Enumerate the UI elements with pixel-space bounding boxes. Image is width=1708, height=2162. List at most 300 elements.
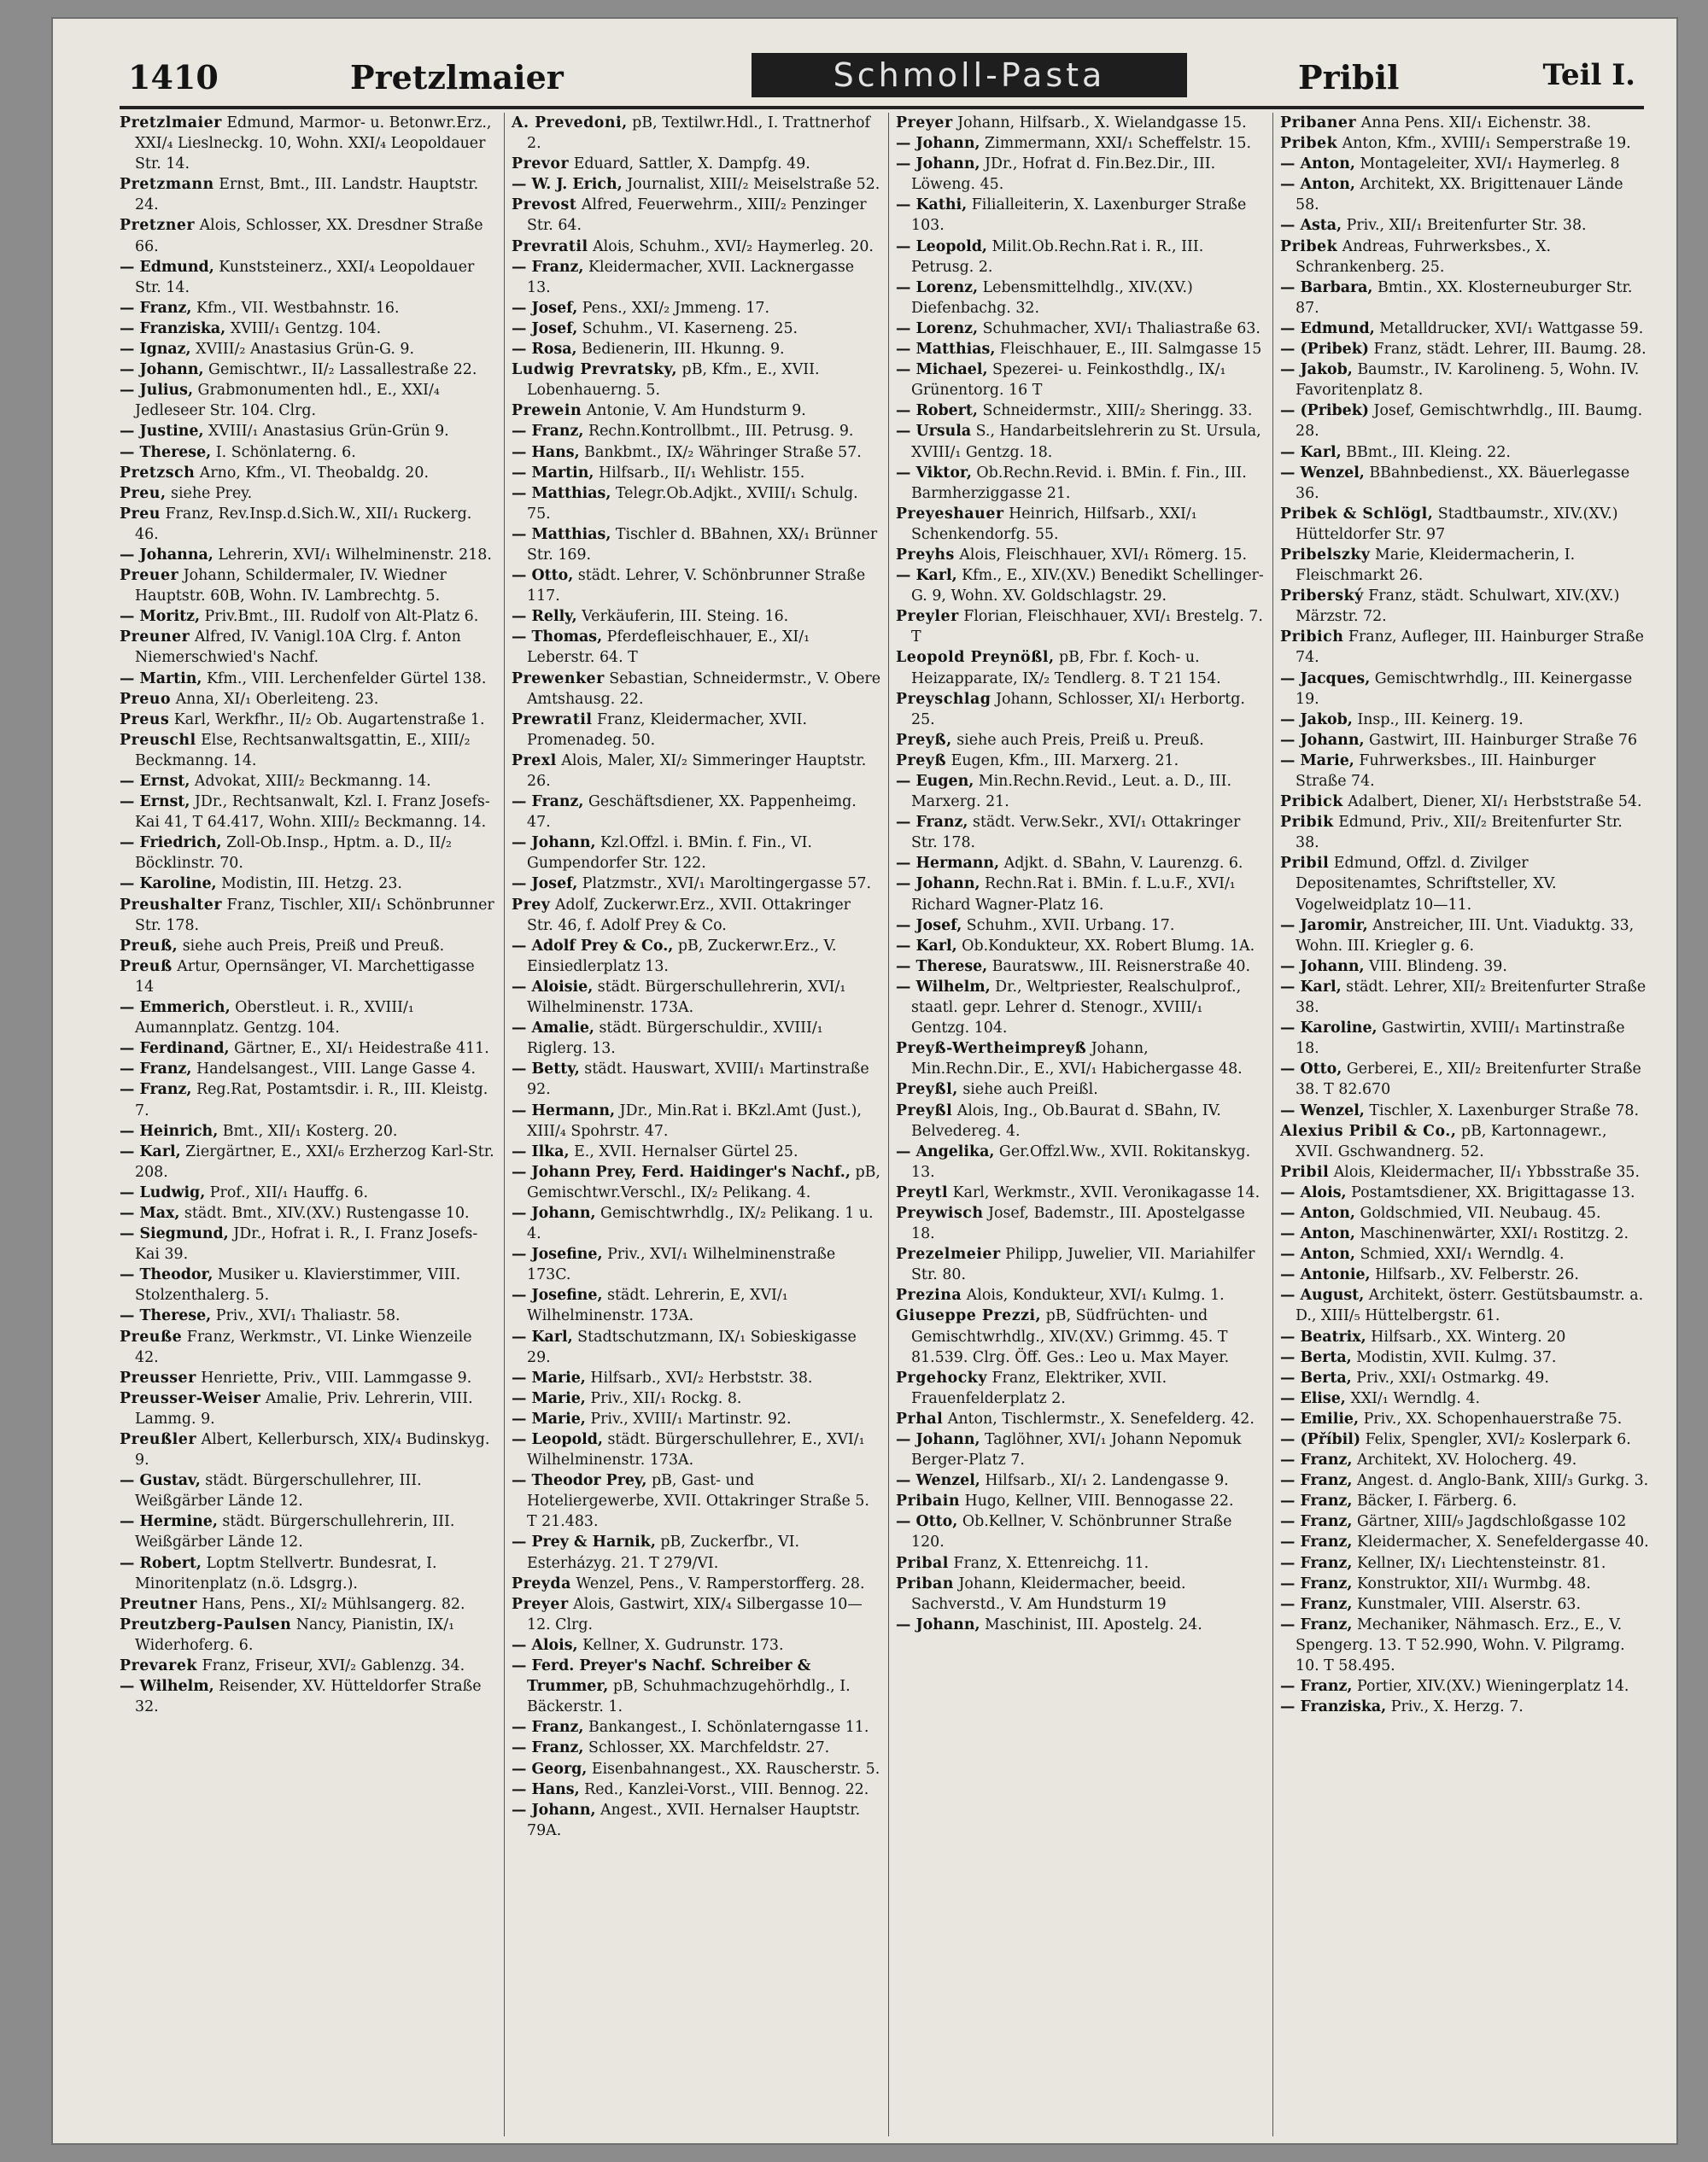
- entry-name: — Franz,: [1280, 1595, 1353, 1613]
- entry-details: Bmt., XII/₁ Kosterg. 20.: [218, 1122, 398, 1140]
- entry-details: Gärtner, E., XI/₁ Heidestraße 411.: [229, 1040, 489, 1058]
- entry-name: — Franz,: [120, 1061, 192, 1078]
- entry-details: Oberstleut. i. R., XVIII/₁ Aumannplatz. Gentzg. 104.: [135, 999, 414, 1037]
- directory-entry: [896, 113, 1265, 133]
- entry-details: Ernst, Bmt., III. Landstr. Hauptstr. 24.: [135, 176, 479, 214]
- entry-name: Preusser: [120, 1369, 196, 1387]
- entry-details: Bäcker, I. Färberg. 6.: [1352, 1493, 1518, 1510]
- entry-details: siehe auch Preis, Preiß und Preuß.: [178, 937, 445, 955]
- entry-details: Bmtin., XX. Klosterneuburger Str. 87.: [1296, 278, 1633, 317]
- entry-name: — Franz,: [1280, 1493, 1353, 1510]
- directory-entry: [1280, 215, 1649, 236]
- entry-name: — Ignaz,: [120, 341, 191, 359]
- entry-name: — Moritz,: [120, 608, 201, 626]
- directory-entry: [120, 1656, 495, 1676]
- entry-details: Kellner, IX/₁ Liechtensteinstr. 81.: [1352, 1554, 1606, 1572]
- entry-name: — Johann,: [512, 1204, 596, 1222]
- directory-entry: [120, 956, 495, 997]
- entry-details: Schlosser, XX. Marchfeldstr. 27.: [583, 1739, 830, 1757]
- entry-details: Journalist, XIII/₂ Meiselstraße 52.: [622, 176, 880, 194]
- entry-name: — Otto,: [512, 567, 574, 585]
- entry-details: Franz, Friseur, XVI/₂ Gablenzg. 34.: [196, 1657, 465, 1675]
- directory-entry: [1280, 339, 1649, 359]
- entry-name: Preyßl: [896, 1101, 953, 1119]
- directory-entry: [1280, 359, 1649, 400]
- entry-details: städt. Hauswart, XVIII/₁ Martinstraße 92.: [527, 1061, 869, 1099]
- entry-details: Anna, XI/₁ Oberleiteng. 23.: [171, 690, 379, 708]
- entry-details: Kfm., VII. Westbahnstr. 16.: [191, 299, 400, 317]
- directory-entry: [512, 318, 880, 339]
- entry-name: — Johann,: [896, 135, 980, 153]
- entry-name: — Leopold,: [896, 237, 987, 255]
- directory-entry: [1280, 1594, 1649, 1615]
- directory-entry: [1280, 1347, 1649, 1368]
- entry-details: Prof., XII/₁ Hauffg. 6.: [205, 1183, 369, 1201]
- directory-entry: [512, 833, 880, 874]
- entry-name: Preyeshauer: [896, 505, 1004, 523]
- entry-details: S., Handarbeitslehrerin zu St. Ursula, XVIII/₁ Gentzg. 18.: [911, 423, 1261, 461]
- directory-entry: [896, 1553, 1265, 1574]
- entry-details: Josef, Gemischtwrhdlg., III. Baumg. 28.: [1296, 402, 1643, 441]
- entry-details: Zimmermann, XXI/₁ Scheffelstr. 15.: [980, 135, 1251, 153]
- entry-name: — Wilhelm,: [896, 978, 991, 996]
- directory-entry: [512, 359, 880, 400]
- directory-entry: [1280, 278, 1649, 318]
- entry-name: A. Prevedoni,: [512, 114, 628, 131]
- entry-details: Min.Rechn.Revid., Leut. a. D., III. Marxerg. 21.: [911, 773, 1232, 811]
- directory-entry: [896, 400, 1265, 421]
- entry-details: Alois, Gastwirt, XIX/₄ Silbergasse 10—12. Clrg.: [527, 1595, 863, 1633]
- entry-name: Preu: [120, 505, 161, 523]
- entry-name: Priberský: [1280, 587, 1364, 605]
- entry-name: Leopold Preynößl,: [896, 649, 1055, 667]
- directory-entry: [120, 1203, 495, 1224]
- directory-entry: [896, 339, 1265, 359]
- entry-name: — Marie,: [512, 1389, 586, 1407]
- entry-details: XVIII/₁ Gentzg. 104.: [225, 319, 382, 337]
- entry-name: — August,: [1280, 1287, 1365, 1305]
- entry-name: Pribil: [1280, 1163, 1330, 1181]
- entry-name: — Anton,: [1280, 1225, 1355, 1243]
- entry-name: Prexl: [512, 751, 557, 769]
- entry-name: — Justine,: [120, 423, 204, 441]
- entry-details: pB, Kartonnagewr., XVII. Gschwandnerg. 52.: [1296, 1122, 1607, 1160]
- entry-details: Sebastian, Schneidermstr., V. Obere Amtshausg. 22.: [527, 669, 880, 708]
- entry-name: — Friedrich,: [120, 834, 222, 852]
- entry-details: XVIII/₁ Anastasius Grün-Grün 9.: [203, 423, 449, 441]
- directory-entry: [120, 895, 495, 936]
- entry-name: — Karl,: [896, 937, 957, 955]
- column-1: [120, 113, 495, 2136]
- entry-name: — Leopold,: [512, 1431, 603, 1448]
- entry-name: — Angelika,: [896, 1142, 995, 1160]
- directory-entry: [896, 1574, 1265, 1615]
- entry-name: — Karl,: [896, 567, 957, 585]
- directory-entry: [896, 359, 1265, 400]
- directory-entry: [1280, 1388, 1649, 1409]
- entry-name: — Max,: [120, 1204, 180, 1222]
- directory-entry: [1280, 1511, 1649, 1532]
- entry-details: Alois, Fleischhauer, XVI/₁ Römerg. 15.: [954, 546, 1248, 564]
- entry-details: Filialleiterin, X. Laxenburger Straße 103.: [911, 196, 1247, 235]
- entry-details: städt. Bürgerschullehrerin, XVI/₁ Wilhelminenstr. 173A.: [527, 978, 846, 1017]
- entry-details: Albert, Kellerbursch, XIX/₄ Budinskyg. 9.: [135, 1431, 490, 1470]
- entry-details: Kunststeinerz., XXI/₄ Leopoldauer Str. 14.: [135, 258, 475, 296]
- entry-name: — (Pribek): [1280, 341, 1370, 359]
- entry-name: — Michael,: [896, 361, 988, 379]
- entry-name: — Franziska,: [120, 319, 226, 337]
- entry-name: — Marie,: [512, 1410, 586, 1428]
- directory-entry: [1280, 545, 1649, 586]
- entry-details: Lehrerin, XVI/₁ Wilhelminenstr. 218.: [213, 546, 492, 564]
- entry-details: Pferdefleischhauer, E., XI/₁ Leberstr. 64. T: [527, 628, 810, 667]
- entry-details: Hans, Pens., XI/₂ Mühlsangerg. 82.: [196, 1595, 465, 1613]
- entry-name: — Wenzel,: [1280, 464, 1365, 482]
- entry-details: Gemischtwrhdlg., IX/₂ Pelikang. 1 u. 4.: [527, 1204, 874, 1243]
- directory-entry: [896, 504, 1265, 545]
- directory-entry: [512, 195, 880, 236]
- entry-details: Edmund, Marmor- u. Betonwr.Erz., XXI/₄ Lieslneckg. 10, Wohn. XXI/₄ Leopoldauer Str. 14.: [135, 114, 492, 173]
- entry-details: Franz, Elektriker, XVII. Frauenfelderplatz 2.: [911, 1369, 1167, 1407]
- directory-entry: [120, 463, 495, 483]
- directory-entry: [1280, 154, 1649, 174]
- entry-details: Franz, X. Ettenreichg. 11.: [948, 1554, 1149, 1572]
- directory-entry: [120, 1142, 495, 1183]
- directory-entry: [512, 421, 880, 441]
- directory-entry: [512, 627, 880, 668]
- entry-details: städt. Bürgerschullehrerin, III. Weißgärber Lände 12.: [135, 1513, 455, 1551]
- entry-details: Priv., XII/₁ Breitenfurter Str. 38.: [1342, 217, 1587, 235]
- entry-name: — Johann,: [120, 361, 204, 379]
- entry-name: — Viktor,: [896, 464, 972, 482]
- directory-entry: [512, 1101, 880, 1142]
- entry-name: — Antonie,: [1280, 1266, 1371, 1284]
- directory-entry: [1280, 792, 1649, 812]
- directory-entry: [120, 545, 495, 565]
- entry-details: I. Schönlaterng. 6.: [211, 443, 356, 461]
- entry-details: Kunstmaler, VIII. Alserstr. 63.: [1352, 1595, 1582, 1613]
- directory-entry: [896, 421, 1265, 462]
- entry-details: Franz, städt. Schulwart, XIV.(XV.) Märzstr. 72.: [1296, 587, 1620, 626]
- directory-entry: [1280, 1532, 1649, 1552]
- entry-details: pB, Fbr. f. Koch- u. Heizapparate, IX/₂ Tendlerg. 8. T 21 154.: [911, 649, 1221, 687]
- entry-name: — Aloisie,: [512, 978, 594, 996]
- directory-entry: [1280, 237, 1649, 278]
- directory-entry: [512, 1717, 880, 1738]
- entry-name: — Josefine,: [512, 1246, 603, 1264]
- entry-name: — Thomas,: [512, 628, 603, 646]
- entry-details: Schmied, XXI/₁ Werndlg. 4.: [1354, 1246, 1565, 1264]
- entry-name: — Franz,: [1280, 1452, 1353, 1470]
- directory-entry: [896, 237, 1265, 278]
- entry-name: — Jakob,: [1280, 710, 1353, 728]
- directory-entry: [120, 1038, 495, 1059]
- entry-name: — Marie,: [512, 1369, 586, 1387]
- directory-entry: [120, 359, 495, 380]
- entry-name: Pretzmann: [120, 176, 214, 194]
- entry-details: Architekt, XV. Holocherg. 49.: [1352, 1452, 1577, 1470]
- entry-details: Eugen, Kfm., III. Marxerg. 21.: [946, 751, 1179, 769]
- entry-name: — Karl,: [1280, 978, 1342, 996]
- entry-name: Pribelszky: [1280, 546, 1371, 564]
- entry-name: — Edmund,: [1280, 319, 1375, 337]
- entry-name: Alexius Pribil & Co.,: [1280, 1122, 1457, 1140]
- entry-details: Florian, Fleischhauer, XVI/₁ Brestelg. 7. T: [911, 608, 1263, 646]
- entry-name: — Josefine,: [512, 1287, 603, 1305]
- entry-name: — Franz,: [1280, 1575, 1353, 1592]
- entry-details: Bankbmt., IX/₂ Währinger Straße 57.: [579, 443, 862, 461]
- entry-details: Tischler d. BBahnen, XX/₁ Brünner Str. 169.: [527, 525, 878, 564]
- entry-details: Priv., X. Herzg. 7.: [1386, 1698, 1524, 1716]
- entry-details: Hilfsarb., II/₁ Wehlistr. 155.: [594, 464, 805, 482]
- entry-name: — Anton,: [1280, 176, 1355, 194]
- directory-entry: [1280, 1574, 1649, 1594]
- entry-name: — Karoline,: [1280, 1020, 1378, 1037]
- directory-entry: [1280, 174, 1649, 215]
- entry-details: Hugo, Kellner, VIII. Bennogasse 22.: [960, 1493, 1234, 1510]
- entry-details: Lebensmittelhdlg., XIV.(XV.) Diefenbachg. 32.: [911, 278, 1193, 317]
- entry-name: — Jacques,: [1280, 669, 1371, 687]
- entry-details: Heinrich, Hilfsarb., XXI/₁ Schenkendorfg. 55.: [911, 505, 1197, 543]
- directory-entry: [1280, 977, 1649, 1018]
- directory-entry: [512, 1470, 880, 1532]
- directory-entry: [1280, 1018, 1649, 1059]
- entry-details: Kleidermacher, X. Senefeldergasse 40.: [1352, 1534, 1649, 1551]
- entry-name: — Ludwig,: [120, 1183, 206, 1201]
- column-4: [1272, 113, 1649, 2136]
- entry-details: städt. Lehrer, V. Schönbrunner Straße 117.: [527, 567, 866, 605]
- entry-name: — Otto,: [1280, 1061, 1342, 1078]
- directory-entry: [1280, 915, 1649, 956]
- entry-name: Preyß,: [896, 731, 952, 749]
- entry-details: Kzl.Offzl. i. BMin. f. Fin., VI. Gumpendorfer Str. 122.: [527, 834, 812, 873]
- directory-entry: [512, 710, 880, 751]
- directory-entry: [896, 936, 1265, 956]
- entry-name: Preusser-Weiser: [120, 1389, 261, 1407]
- entry-name: Preyßl,: [896, 1081, 958, 1099]
- entry-name: — Hermann,: [512, 1101, 616, 1119]
- entry-name: — Prey & Harnik,: [512, 1534, 656, 1551]
- entry-details: Edmund, Priv., XII/₂ Breitenfurter Str. 38.: [1296, 814, 1623, 852]
- directory-entry: [512, 895, 880, 936]
- header-last-entry: Pribil: [1298, 58, 1400, 96]
- entry-details: Alois, Ing., Ob.Baurat d. SBahn, IV. Belvedereg. 4.: [911, 1101, 1221, 1140]
- entry-name: — Ernst,: [120, 793, 190, 811]
- entry-details: Rechn.Rat i. BMin. f. L.u.F., XVI/₁ Richard Wagner-Platz 16.: [911, 875, 1236, 914]
- directory-entry: [896, 195, 1265, 236]
- entry-details: Franz, Aufleger, III. Hainburger Straße 74.: [1296, 628, 1644, 667]
- directory-entry: [896, 730, 1265, 751]
- entry-details: Mechaniker, Nähmasch. Erz., E., V. Spengerg. 13. T 52.990, Wohn. V. Pilgramg. 10. T 58.495.: [1296, 1616, 1625, 1675]
- directory-entry: [512, 1203, 880, 1244]
- directory-entry: [896, 1306, 1265, 1367]
- directory-entry: [896, 318, 1265, 339]
- directory-entry: [896, 915, 1265, 936]
- entry-name: — Franz,: [512, 1719, 584, 1737]
- entry-name: — Otto,: [896, 1513, 958, 1531]
- entry-details: Andreas, Fuhrwerksbes., X. Schrankenberg. 25.: [1296, 237, 1552, 276]
- entry-name: — Franz,: [120, 1081, 192, 1099]
- entry-name: Prewenker: [512, 669, 605, 687]
- entry-details: Nancy, Pianistin, IX/₁ Widerhoferg. 6.: [135, 1616, 455, 1654]
- entry-name: — Berta,: [1280, 1348, 1352, 1366]
- entry-details: JDr., Hofrat i. R., I. Franz Josefs-Kai 39.: [135, 1225, 478, 1264]
- entry-details: XXI/₁ Werndlg. 4.: [1345, 1389, 1481, 1407]
- entry-details: Gemischtwrhdlg., III. Keinergasse 19.: [1296, 669, 1633, 708]
- entry-details: Ziergärtner, E., XXI/₆ Erzherzog Karl-Str. 208.: [135, 1142, 494, 1181]
- entry-details: Reisender, XV. Hütteldorfer Straße 32.: [135, 1678, 482, 1716]
- directory-entry: [120, 936, 495, 956]
- entry-name: — Johann,: [512, 834, 596, 852]
- directory-entry: [1280, 586, 1649, 627]
- entry-name: — Asta,: [1280, 217, 1342, 235]
- entry-name: — Ferd. Preyer's Nachf. Schreiber & Trummer,: [512, 1657, 811, 1696]
- directory-entry: [512, 1738, 880, 1758]
- directory-entry: [512, 792, 880, 833]
- entry-details: Johann, Schlosser, XI/₁ Herbortg. 25.: [911, 690, 1245, 728]
- directory-entry: [512, 1285, 880, 1326]
- entry-name: — Robert,: [896, 402, 978, 420]
- entry-details: Schuhm., VI. Kaserneng. 25.: [577, 319, 798, 337]
- entry-name: Pribich: [1280, 628, 1344, 646]
- entry-details: Anstreicher, III. Unt. Viaduktg. 33, Wohn. III. Kriegler g. 6.: [1296, 916, 1635, 955]
- entry-name: Pribain: [896, 1493, 961, 1510]
- directory-entry: [512, 298, 880, 318]
- directory-entry: [896, 977, 1265, 1038]
- entry-details: Fuhrwerksbes., III. Hainburger Straße 74.: [1296, 751, 1596, 790]
- entry-details: Reg.Rat, Postamtsdir. i. R., III. Kleistg. 7.: [135, 1081, 488, 1119]
- directory-entry: [120, 710, 495, 730]
- entry-details: Alfred, IV. Vanigl.10A Clrg. f. Anton Niemerschwied's Nachf.: [135, 628, 461, 667]
- entry-details: pB, Kfm., E., XVII. Lobenhauerng. 5.: [527, 361, 820, 400]
- directory-entry: [1280, 113, 1649, 133]
- directory-entry: [512, 1409, 880, 1429]
- entry-name: — Heinrich,: [120, 1122, 219, 1140]
- entry-details: Priv., XXI/₁ Ostmarkg. 49.: [1351, 1369, 1549, 1387]
- entry-details: Priv., XVIII/₁ Martinstr. 92.: [585, 1410, 792, 1428]
- entry-name: — Therese,: [896, 957, 988, 975]
- directory-entry: [1280, 1265, 1649, 1285]
- directory-entry: [120, 504, 495, 545]
- entry-details: Eduard, Sattler, X. Dampfg. 49.: [569, 155, 810, 173]
- entry-details: Anton, Kfm., XVIII/₁ Semperstraße 19.: [1337, 135, 1631, 153]
- entry-name: — Matthias,: [512, 484, 611, 502]
- directory-entry: [896, 1368, 1265, 1409]
- directory-entry: [120, 257, 495, 298]
- entry-name: — Hermine,: [120, 1513, 218, 1531]
- directory-entry: [1280, 1429, 1649, 1450]
- entry-name: Preuße: [120, 1328, 183, 1346]
- entry-name: — Siegmund,: [120, 1225, 229, 1243]
- entry-name: Prevor: [512, 155, 570, 173]
- entry-details: BBmt., III. Kleing. 22.: [1341, 443, 1511, 461]
- entry-details: Taglöhner, XVI/₁ Johann Nepomuk Berger-Platz 7.: [911, 1431, 1242, 1470]
- entry-details: Angest. d. Anglo-Bank, XIII/₃ Gurkg. 3.: [1352, 1472, 1649, 1490]
- directory-entry: [896, 812, 1265, 853]
- directory-entry: [896, 1203, 1265, 1244]
- directory-entry: [120, 1306, 495, 1326]
- entry-details: VIII. Blindeng. 39.: [1364, 957, 1507, 975]
- directory-entry: [896, 606, 1265, 647]
- entry-name: — Adolf Prey & Co.,: [512, 937, 674, 955]
- directory-entry: [512, 154, 880, 174]
- entry-details: Zoll-Ob.Insp., Hptm. a. D., II/₂ Böcklinstr. 70.: [135, 834, 452, 873]
- directory-entry: [120, 689, 495, 710]
- entry-name: — Beatrix,: [1280, 1328, 1366, 1346]
- entry-name: — Gustav,: [120, 1472, 201, 1490]
- directory-entry: [120, 1121, 495, 1142]
- directory-entry: [1280, 812, 1649, 853]
- entry-name: — Hermann,: [896, 855, 1000, 873]
- directory-entry: [120, 1511, 495, 1552]
- entry-name: — Johann,: [896, 875, 980, 893]
- volume-part: Teil I.: [1542, 58, 1635, 92]
- directory-entry: [120, 421, 495, 441]
- entry-name: Prevratil: [512, 237, 588, 255]
- entry-details: Pens., XXI/₂ Jmmeng. 17.: [577, 299, 770, 317]
- directory-entry: [120, 771, 495, 792]
- entry-details: Platzmstr., XVI/₁ Maroltingergasse 57.: [577, 875, 871, 893]
- entry-name: Pretzner: [120, 217, 196, 235]
- entry-name: — Relly,: [512, 608, 577, 626]
- entry-details: Franz, Rev.Insp.d.Sich.W., XII/₁ Ruckerg. 46.: [135, 505, 472, 543]
- directory-entry: [1280, 956, 1649, 977]
- entry-name: Preuner: [120, 628, 190, 646]
- entry-name: — Franz,: [120, 299, 192, 317]
- directory-entry: [896, 874, 1265, 914]
- directory-entry: [512, 1429, 880, 1470]
- directory-entry: [512, 751, 880, 792]
- entry-details: pB, Zuckerwr.Erz., V. Einsiedlerplatz 13.: [527, 937, 837, 975]
- directory-entry: [120, 1059, 495, 1079]
- entry-details: Hilfsarb., XI/₁ 2. Landengasse 9.: [980, 1472, 1229, 1490]
- directory-entry: [1280, 1121, 1649, 1162]
- entry-name: — Marie,: [1280, 751, 1354, 769]
- directory-entry: [896, 689, 1265, 730]
- directory-entry: [512, 174, 880, 195]
- entry-details: Hilfsarb., XVI/₂ Herbststr. 38.: [585, 1369, 813, 1387]
- directory-entry: [896, 545, 1265, 565]
- entry-name: — Theodor Prey,: [512, 1472, 647, 1490]
- directory-entry: [120, 1079, 495, 1120]
- entry-details: Angest., XVII. Hernalser Hauptstr. 79A.: [527, 1801, 861, 1839]
- directory-entry: [896, 1101, 1265, 1142]
- directory-entry: [896, 1511, 1265, 1552]
- entry-details: Rechn.Kontrollbmt., III. Petrusg. 9.: [583, 423, 854, 441]
- directory-entry: [1280, 1676, 1649, 1697]
- entry-name: Preuer: [120, 567, 179, 585]
- entry-name: Preyda: [512, 1575, 571, 1592]
- entry-name: Preuß,: [120, 937, 178, 955]
- directory-entry: [120, 1470, 495, 1511]
- entry-details: pB, Zuckerfbr., VI. Esterházyg. 21. T 279/VI.: [527, 1534, 800, 1572]
- directory-entry: [512, 442, 880, 463]
- entry-details: Tischler, X. Laxenburger Straße 78.: [1364, 1101, 1639, 1119]
- directory-entry: [120, 1265, 495, 1306]
- entry-details: Johann, Hilfsarb., X. Wielandgasse 15.: [952, 114, 1247, 131]
- directory-entry: [120, 1368, 495, 1388]
- entry-name: — Emilie,: [1280, 1410, 1360, 1428]
- entry-details: Fleischhauer, E., III. Salmgasse 15: [995, 341, 1262, 359]
- directory-entry: [896, 956, 1265, 977]
- directory-entry: [1280, 1285, 1649, 1326]
- entry-name: — Julius,: [120, 382, 194, 400]
- directory-entry: [1280, 1491, 1649, 1511]
- entry-details: JDr., Hofrat d. Fin.Bez.Dir., III. Löweng. 45.: [911, 155, 1216, 194]
- directory-entry: [1280, 1059, 1649, 1100]
- entry-name: — Rosa,: [512, 341, 577, 359]
- entry-details: Konstruktor, XII/₁ Wurmbg. 48.: [1352, 1575, 1591, 1592]
